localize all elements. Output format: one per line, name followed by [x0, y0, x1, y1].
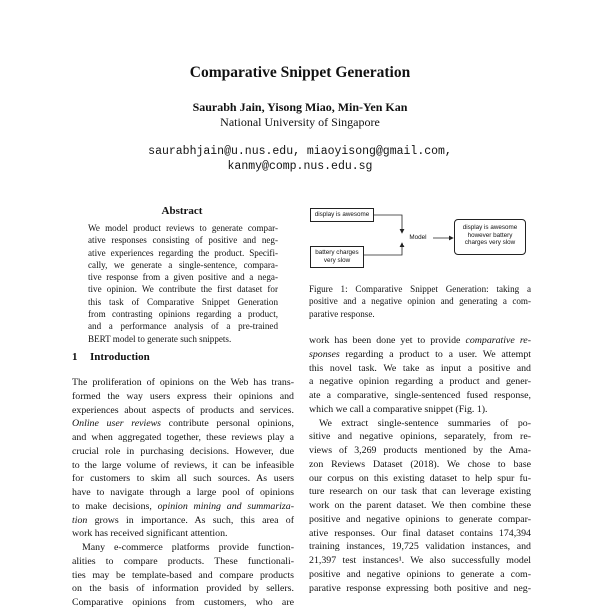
abstract-line: cally, we generate a single-sentence, compara- — [88, 259, 278, 270]
abstract-line: from contrasting opinions regarding a product, — [88, 309, 278, 320]
author-emails — [0, 144, 600, 174]
abstract-line: tive opinion. We contribute the first dataset for — [88, 284, 278, 295]
body-line: positive and negative opinions to generate compar- — [309, 513, 531, 525]
body-line: zon Reviews Dataset (2018). We chose to base — [309, 458, 531, 470]
body-line: and when aggregated together, these reviews play a — [72, 432, 294, 443]
abstract-line: BERT model to generate such snippets. — [88, 333, 232, 344]
body-line: parative response expressing both positive and neg- — [309, 582, 531, 594]
arrow-positive-to-model — [374, 215, 402, 233]
caption-line: positive and a negative opinion and generating a com- — [309, 296, 531, 307]
body-line: for customers to skim all such sources. As users — [72, 473, 294, 485]
emphasis: sponses — [309, 348, 340, 360]
body-line: crucial role in purchasing decisions. However, due — [72, 445, 294, 457]
negative-opinion-box: battery charges very slow — [310, 246, 364, 268]
body-line: views of 3,269 products mentioned by the Ama- — [309, 445, 531, 456]
body-line: positive and negative opinions to generate a com- — [309, 568, 531, 580]
figure-caption — [309, 283, 531, 320]
body-line: 21,397 test instances¹. We also successfully model — [309, 555, 531, 566]
body-line: ate a comparative, single-sentenced fused response, — [309, 390, 531, 401]
emphasis: opinion mining and summariza- — [157, 500, 294, 512]
emphasis: tion — [72, 514, 88, 526]
body-line: sponses regarding a product to a user. We attempt — [309, 348, 531, 360]
body-line: on the basis of information provided by sellers. — [72, 583, 294, 595]
abstract-line: ative responses consisting of positive and neg- — [88, 235, 278, 246]
body-line: formed the way users express their opinions and — [72, 390, 294, 402]
body-line: our corpus on this existing dataset to help spur fu- — [309, 472, 531, 484]
body-line: Comparative opinions from customers, who are — [72, 597, 294, 608]
body-line: We extract single-sentence summaries of po- — [319, 417, 531, 429]
body-line: which we call a comparative snippet (Fig. 1). — [309, 403, 488, 415]
body-line: Many e-commerce platforms provide function- — [82, 542, 294, 553]
emphasis: Online user reviews — [72, 418, 162, 430]
abstract-line: this task of Comparative Snippet Generation — [88, 296, 278, 307]
figure-1 — [306, 203, 534, 283]
abstract-line: and a performance analysis of a pre-trained — [88, 321, 278, 332]
caption-line: parative response. — [309, 308, 375, 319]
body-line: work has received significant attention. — [72, 528, 228, 540]
paper-affiliation: National University of Singapore — [220, 115, 380, 129]
body-line: to the large volume of reviews, it can be infeasible — [72, 459, 294, 471]
abstract-heading: Abstract — [161, 205, 203, 217]
paper-authors: Saurabh Jain, Yisong Miao, Min-Yen Kan — [192, 100, 408, 114]
email-line: saurabhjain@u.nus.edu, miaoyisong@gmail.com, — [148, 145, 452, 158]
abstract-line: We model product reviews to generate compar- — [88, 223, 278, 233]
body-line: tion grows in importance. As such, this area of — [72, 514, 294, 526]
emphasis: comparative re- — [465, 335, 531, 346]
intro-right-column — [309, 334, 531, 595]
positive-opinion-box: display is awesome — [310, 208, 374, 222]
abstract-line: ative experiences regarding the product. Specifi- — [88, 247, 278, 258]
paper-title: Comparative Snippet Generation — [189, 64, 411, 81]
section-number: 1 — [72, 351, 78, 363]
body-line: experiences about aspects of products and services. — [72, 404, 294, 416]
body-line: ative responses. Our final dataset contains 174,394 — [309, 527, 531, 539]
body-line: Online user reviews contribute personal opinions, — [72, 418, 294, 430]
section-heading-introduction — [72, 351, 150, 363]
intro-left-column — [72, 376, 294, 610]
comparative-output-box: display is awesome however battery charges very slow — [454, 219, 526, 255]
body-line: sitive and negative opinions, separately, from re- — [309, 431, 531, 443]
section-title: Introduction — [90, 351, 150, 363]
body-line: training instances, 19,725 validation instances, and — [309, 541, 531, 553]
body-line: a negative opinion regarding a product and gener- — [309, 376, 531, 388]
email-line: kanmy@comp.nus.edu.sg — [227, 160, 373, 173]
body-line: work on the parent dataset. We then combine these — [309, 500, 531, 511]
body-line: The proliferation of opinions on the Web has trans- — [72, 377, 294, 388]
body-line: ture research on our task that can leverage existing — [309, 486, 531, 498]
abstract-line: tive response from a given positive and a nega- — [88, 272, 278, 283]
body-line: work has been done yet to provide comparative re- — [309, 335, 531, 346]
abstract-body — [88, 222, 278, 345]
caption-line: Figure 1: Comparative Snippet Generation: taking a — [309, 284, 531, 294]
body-line: this novel task. We take as input a positive and — [309, 362, 531, 374]
model-label: Model — [403, 232, 433, 245]
body-line: alities to compare products. These functionali- — [72, 555, 294, 567]
body-line: to make decisions, opinion mining and summariza- — [72, 500, 294, 512]
body-line: have to navigate through a large pool of opinions — [72, 487, 294, 498]
arrow-negative-to-model — [364, 243, 402, 255]
body-line: ties may be template-based and compare products — [72, 569, 294, 581]
